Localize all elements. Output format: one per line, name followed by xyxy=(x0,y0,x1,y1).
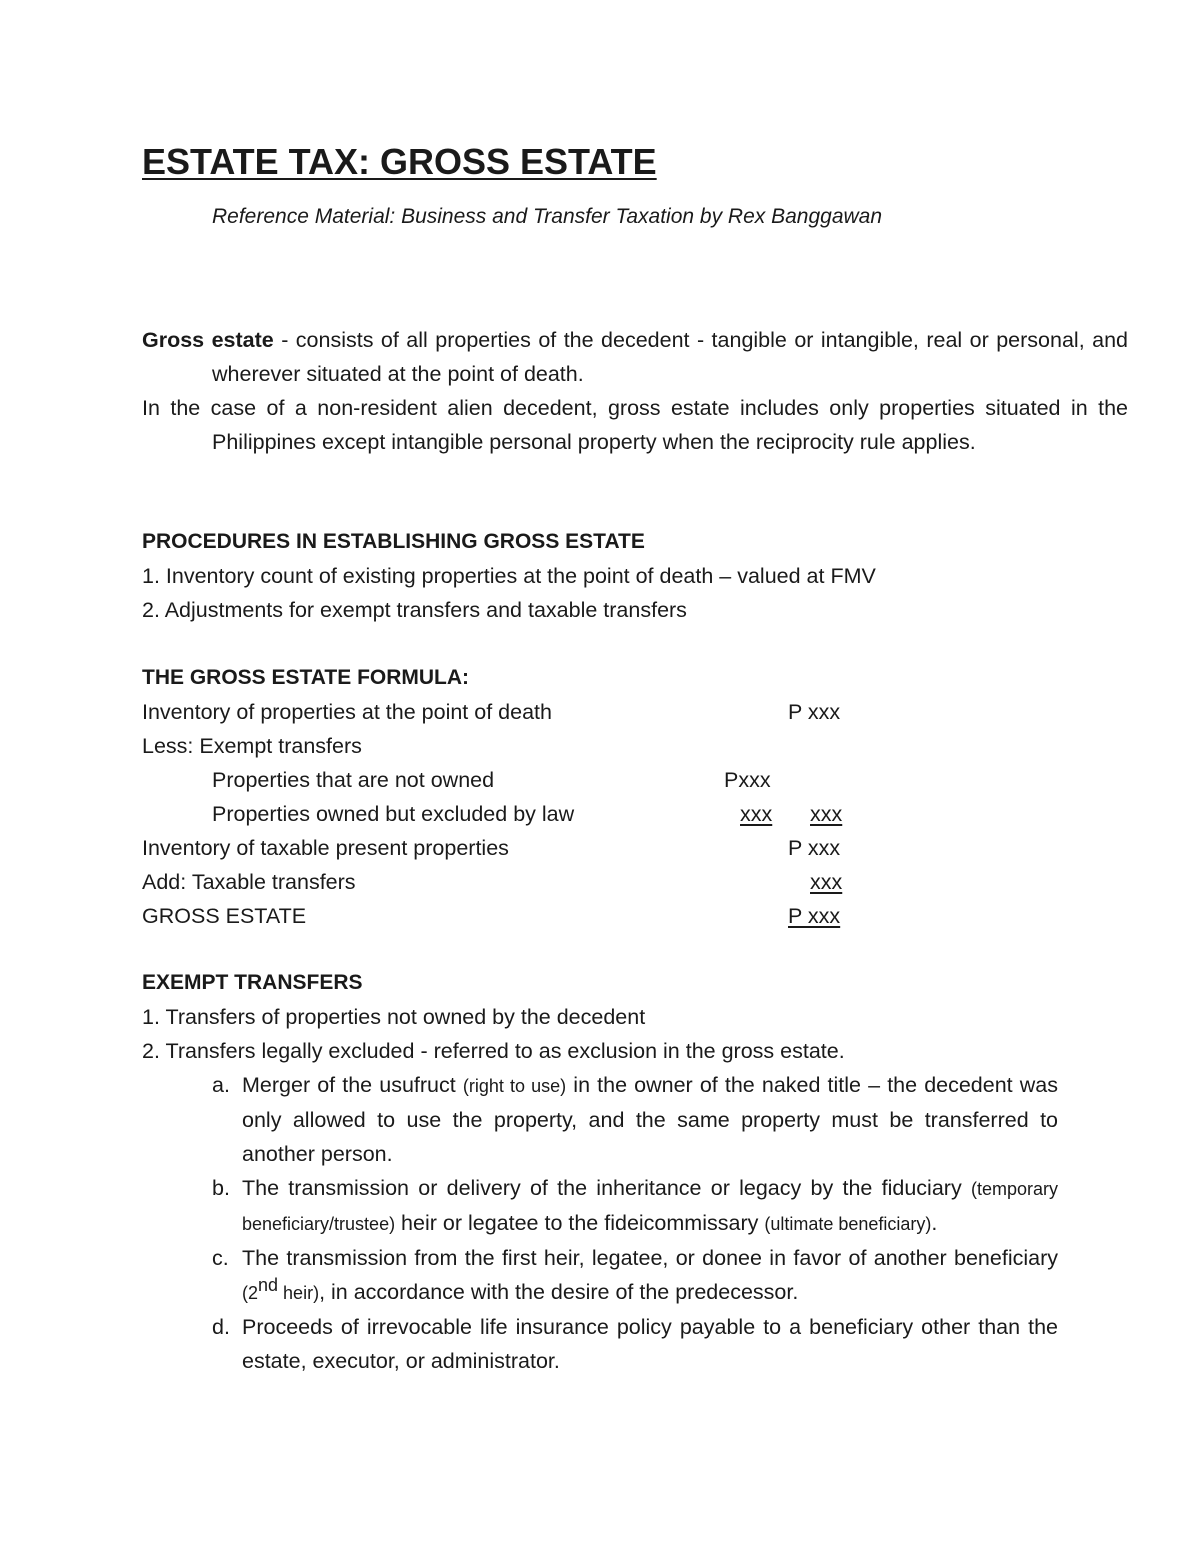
procedures-heading: PROCEDURES IN ESTABLISHING GROSS ESTATE xyxy=(142,530,645,553)
exclusion-item-a xyxy=(212,1068,1058,1171)
procedure-item: 2. Adjustments for exempt transfers and taxable transfers xyxy=(142,598,687,622)
formula-total-amount: P xxx xyxy=(788,904,841,928)
formula-label: Inventory of properties at the point of death xyxy=(142,700,552,724)
procedure-item: 1. Inventory count of existing properties at the point of death – valued at FMV xyxy=(142,564,876,588)
exempt-item: 2. Transfers legally excluded - referred to as exclusion in the gross estate. xyxy=(142,1039,845,1063)
item-text: Proceeds of irrevocable life insurance policy payable to a beneficiary other than the estate, executor, or administrator. xyxy=(242,1315,1058,1373)
reference-line: Reference Material: Business and Transfer Taxation by Rex Banggawan xyxy=(212,205,883,228)
page-title: ESTATE TAX: GROSS ESTATE xyxy=(142,141,657,182)
formula-label: Less: Exempt transfers xyxy=(142,734,362,758)
formula-label: Properties owned but excluded by law xyxy=(212,802,575,826)
nonresident-paragraph: In the case of a non-resident alien decedent, gross estate includes only properties situated in the Philippines except intangible personal property when the reciprocity rule applies. xyxy=(142,396,1128,454)
exempt-item: 1. Transfers of properties not owned by the decedent xyxy=(142,1005,646,1029)
formula-amount: xxx xyxy=(810,802,843,826)
formula-subamount: xxx xyxy=(740,802,773,826)
exclusion-item-b xyxy=(212,1171,1058,1241)
exclusion-list xyxy=(212,1068,1058,1378)
formula-label: Properties that are not owned xyxy=(212,768,495,792)
item-letter: c. xyxy=(212,1246,229,1270)
exclusion-item-d xyxy=(212,1310,1058,1378)
item-text: Merger of the usufruct (right to use) in the owner of the naked title – the decedent was only allowed to use the property, and the same property must be transferred to another person. xyxy=(242,1073,1059,1166)
formula-amount: P xxx xyxy=(788,836,841,860)
definition-term: Gross estate xyxy=(142,328,274,352)
definition-text: - consists of all properties of the decedent - tangible or intangible, real or personal, and wherever situated at the point of death. xyxy=(212,328,1128,386)
exclusion-item-c xyxy=(212,1241,1058,1310)
exempt-heading: EXEMPT TRANSFERS xyxy=(142,971,363,994)
item-letter: b. xyxy=(212,1176,230,1200)
item-text: The transmission from the first heir, legatee, or donee in favor of another beneficiary (2nd heir), in accordance with the desire of the predecessor. xyxy=(242,1246,1058,1304)
formula-label: Inventory of taxable present properties xyxy=(142,836,509,860)
formula-amount: P xxx xyxy=(788,700,841,724)
item-letter: d. xyxy=(212,1315,230,1339)
gross-estate-definition xyxy=(142,323,1128,391)
formula-heading: THE GROSS ESTATE FORMULA: xyxy=(142,666,470,689)
formula-amount: xxx xyxy=(810,870,843,894)
formula-subamount: Pxxx xyxy=(724,768,771,792)
formula-total-label: GROSS ESTATE xyxy=(142,904,307,928)
item-text: The transmission or delivery of the inheritance or legacy by the fiduciary (temporary beneficiary/trustee) heir or legatee to the fideicommissary (ultimate beneficiary). xyxy=(242,1176,1058,1235)
item-letter: a. xyxy=(212,1073,230,1097)
formula-label: Add: Taxable transfers xyxy=(142,870,356,894)
